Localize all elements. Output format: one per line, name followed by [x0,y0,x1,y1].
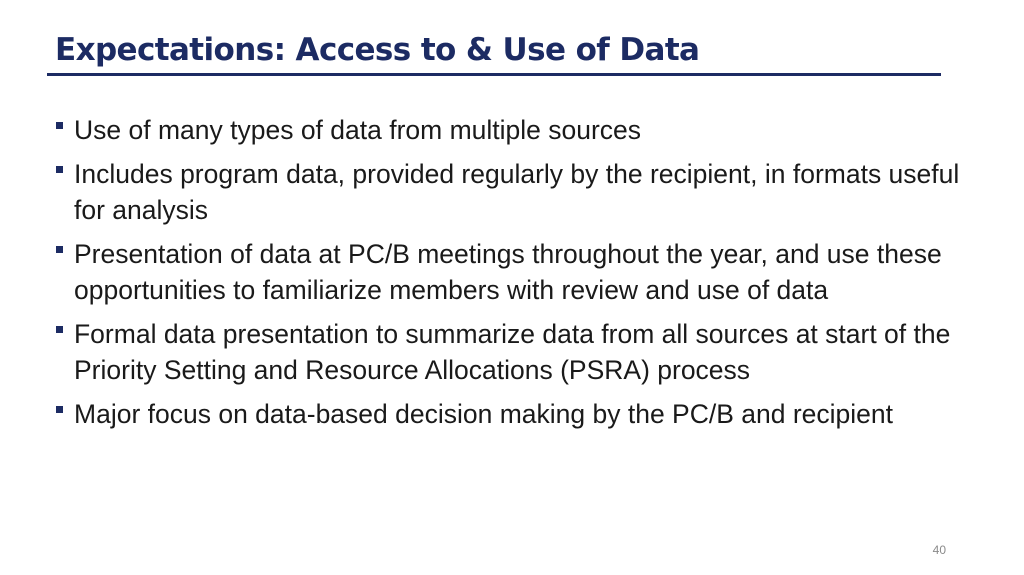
bullet-item [56,112,971,148]
square-bullet-icon [56,166,63,173]
bullet-item [56,396,971,432]
slide-number: 40 [932,543,946,557]
bullet-text: Major focus on data-based decision making by the PC/B and recipient [74,399,894,429]
bullet-text: Includes program data, provided regularly by the recipient, in formats useful for analysis [74,159,960,225]
square-bullet-icon [56,406,63,413]
bullet-text: Presentation of data at PC/B meetings throughout the year, and use these opportunities to familiarize members with review and use of data [74,239,942,305]
bullet-item [56,156,971,228]
square-bullet-icon [56,122,63,129]
bullet-text: Formal data presentation to summarize data from all sources at start of the Priority Setting and Resource Allocations (PSRA) process [74,319,951,385]
square-bullet-icon [56,326,63,333]
slide-title: Expectations: Access to & Use of Data [55,32,700,68]
bullet-list [56,112,971,440]
bullet-text: Use of many types of data from multiple sources [74,115,642,145]
bullet-item [56,236,971,308]
title-underline [47,73,941,76]
square-bullet-icon [56,246,63,253]
bullet-item [56,316,971,388]
